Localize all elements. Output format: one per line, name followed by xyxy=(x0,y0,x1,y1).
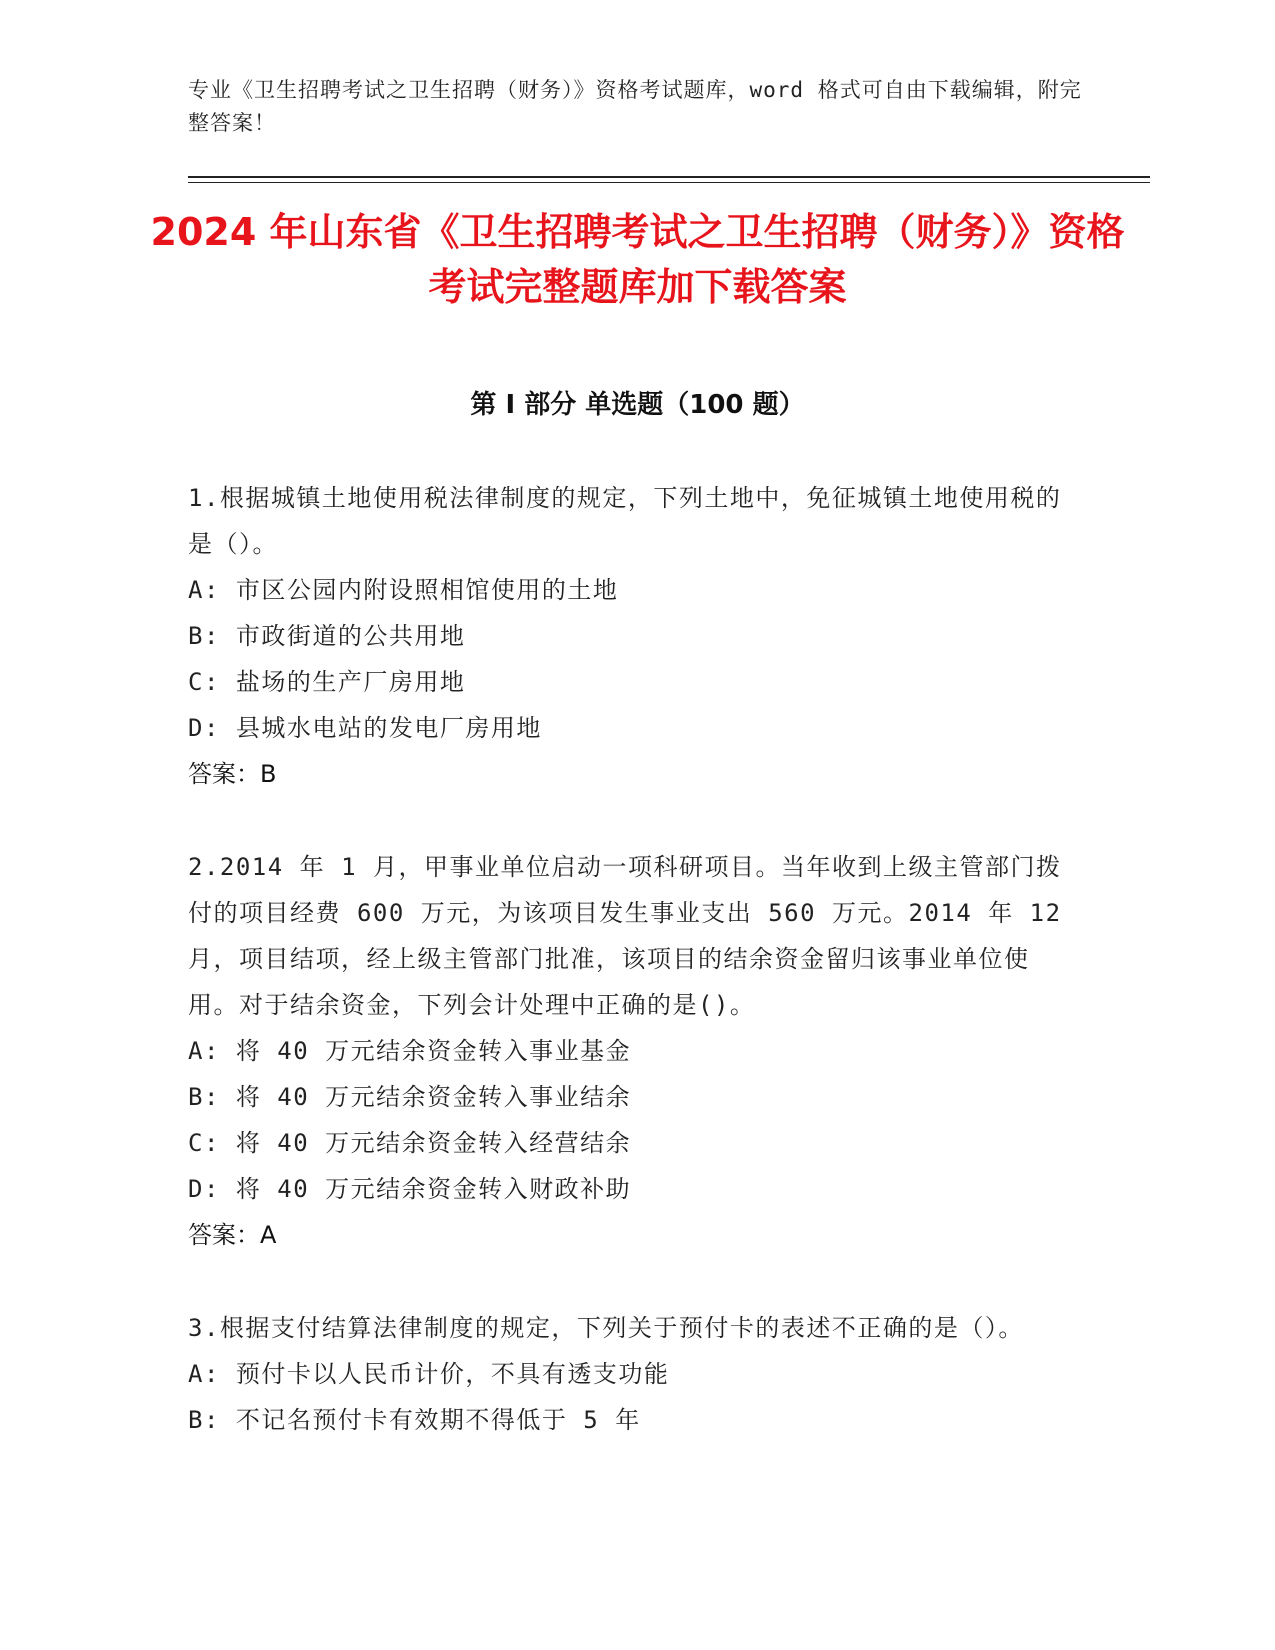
question-1 xyxy=(188,475,1068,797)
section-title: 第 I 部分 单选题（100 题） xyxy=(470,390,805,420)
question-stem: 1.根据城镇土地使用税法律制度的规定，下列土地中，免征城镇土地使用税的是（）。 xyxy=(188,484,1062,558)
option-b: B: 将 40 万元结余资金转入事业结余 xyxy=(188,1083,632,1111)
document-title: 2024 年山东省《卫生招聘考试之卫生招聘（财务）》资格考试完整题库加下载答案 xyxy=(150,210,1125,309)
header-rule-thin xyxy=(188,182,1150,183)
option-a: A: 预付卡以人民币计价，不具有透支功能 xyxy=(188,1360,670,1388)
answer: 答案：B xyxy=(188,760,277,788)
question-list xyxy=(188,475,1068,1490)
option-a: A: 市区公园内附设照相馆使用的土地 xyxy=(188,576,619,604)
option-b: B: 市政街道的公共用地 xyxy=(188,622,466,650)
question-3 xyxy=(188,1305,1068,1443)
header-rule xyxy=(188,176,1150,178)
option-d: D: 县城水电站的发电厂房用地 xyxy=(188,714,542,742)
option-a: A: 将 40 万元结余资金转入事业基金 xyxy=(188,1037,632,1065)
header-note: 专业《卫生招聘考试之卫生招聘（财务）》资格考试题库，word 格式可自由下载编辑，附完整答案！ xyxy=(188,78,1082,135)
question-stem: 3.根据支付结算法律制度的规定，下列关于预付卡的表述不正确的是（）。 xyxy=(188,1314,1024,1342)
question-2 xyxy=(188,844,1068,1258)
option-c: C: 将 40 万元结余资金转入经营结余 xyxy=(188,1129,632,1157)
question-stem: 2.2014 年 1 月，甲事业单位启动一项科研项目。当年收到上级主管部门拨付的项目经费 600 万元，为该项目发生事业支出 560 万元。2014 年 12 月，项目结项，经上级主管部门批准，该项目的结余资金留归该事业单位使用。对于结余资金，下列会计处理中正确的是()。 xyxy=(188,853,1062,1019)
option-c: C: 盐场的生产厂房用地 xyxy=(188,668,466,696)
answer: 答案：A xyxy=(188,1221,277,1249)
option-b: B: 不记名预付卡有效期不得低于 5 年 xyxy=(188,1406,641,1434)
option-d: D: 将 40 万元结余资金转入财政补助 xyxy=(188,1175,632,1203)
